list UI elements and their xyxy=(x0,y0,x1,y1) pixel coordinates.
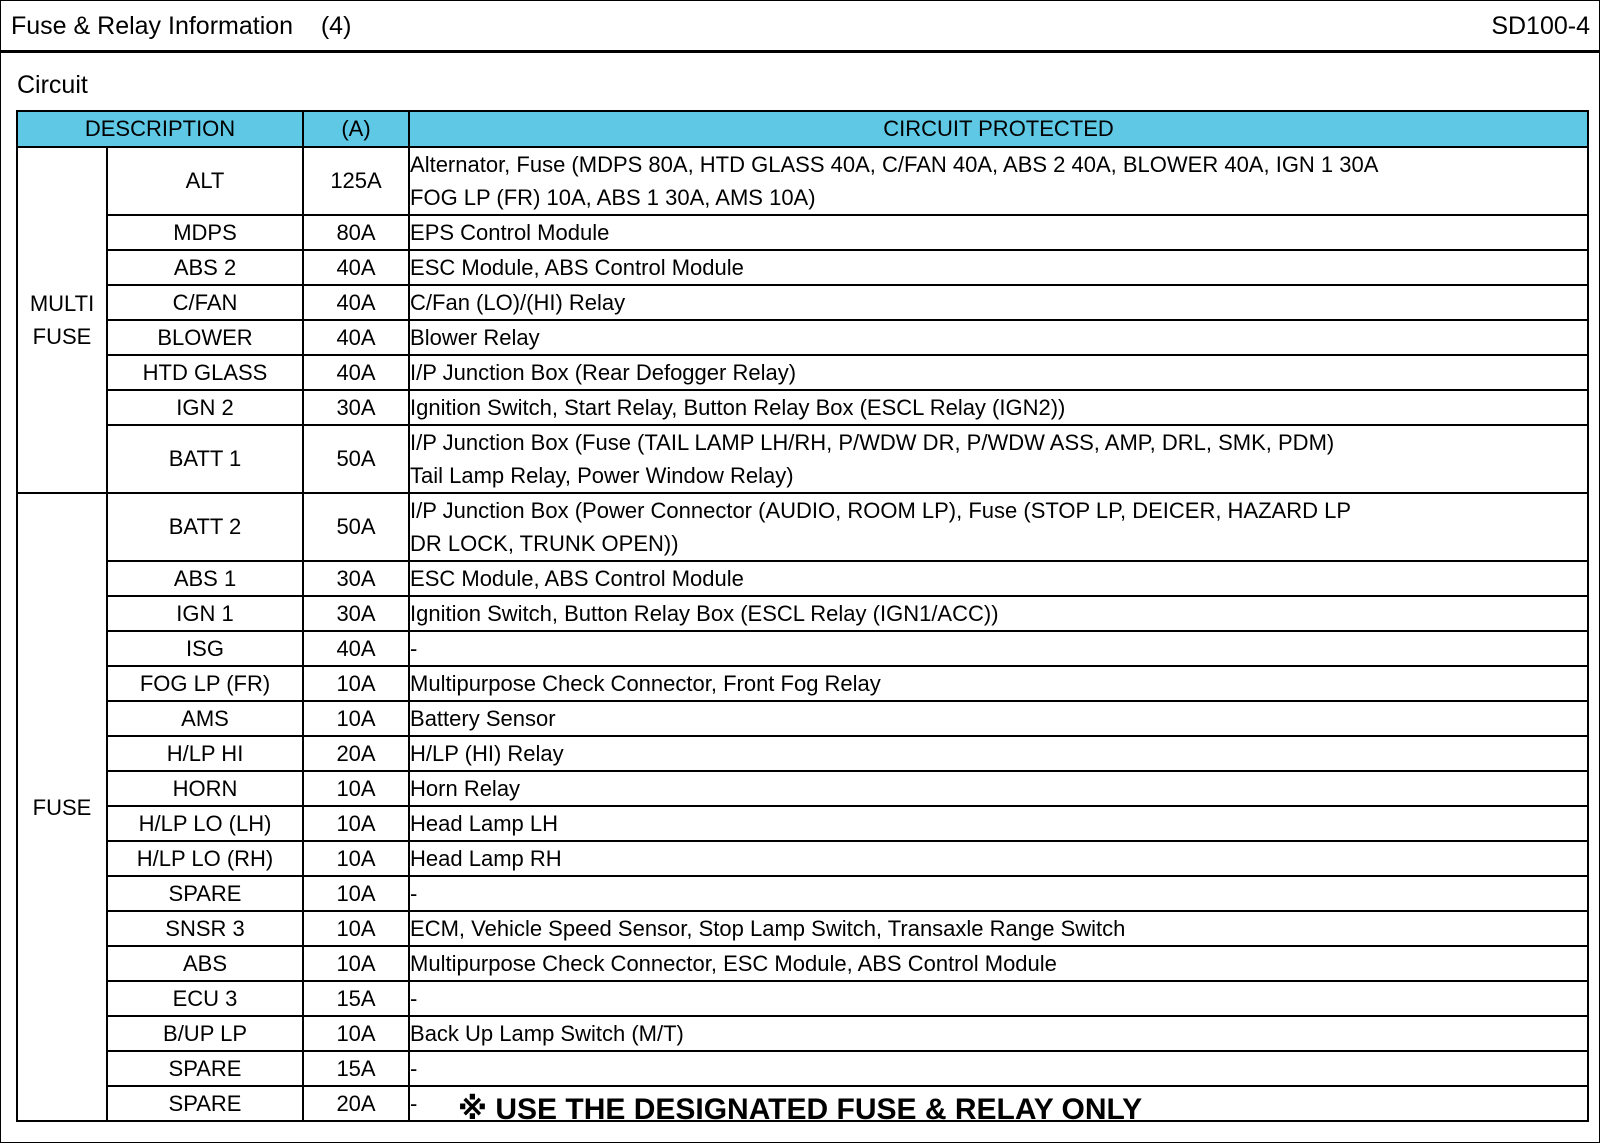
cell-circuit xyxy=(409,946,1588,981)
cell-amps: 50A xyxy=(303,425,409,493)
cell-amps: 40A xyxy=(303,355,409,390)
cell-amps: 10A xyxy=(303,946,409,981)
cell-amps: 40A xyxy=(303,320,409,355)
circuit-line: Tail Lamp Relay, Power Window Relay) xyxy=(410,463,794,488)
cell-amps: 15A xyxy=(303,1051,409,1086)
cell-circuit xyxy=(409,771,1588,806)
cell-description: H/LP LO (LH) xyxy=(107,806,303,841)
cell-amps: 30A xyxy=(303,561,409,596)
circuit-line: - xyxy=(410,986,418,1011)
cell-amps: 40A xyxy=(303,250,409,285)
cell-description: C/FAN xyxy=(107,285,303,320)
cell-amps: 40A xyxy=(303,631,409,666)
column-header-circuit: CIRCUIT PROTECTED xyxy=(409,111,1588,147)
cell-description: FOG LP (FR) xyxy=(107,666,303,701)
cell-amps: 10A xyxy=(303,771,409,806)
table-row xyxy=(17,1051,1588,1086)
cell-description: H/LP HI xyxy=(107,736,303,771)
cell-description: ISG xyxy=(107,631,303,666)
table-header-row xyxy=(17,111,1588,147)
circuit-line: Head Lamp RH xyxy=(410,846,562,871)
table-row xyxy=(17,320,1588,355)
cell-amps: 20A xyxy=(303,1086,409,1121)
circuit-line: - xyxy=(410,1091,418,1116)
page-header xyxy=(0,0,1600,53)
cell-amps: 10A xyxy=(303,666,409,701)
cell-circuit xyxy=(409,841,1588,876)
column-header-description: DESCRIPTION xyxy=(17,111,303,147)
cell-circuit xyxy=(409,425,1588,493)
circuit-line: Multipurpose Check Connector, Front Fog Relay xyxy=(410,671,881,696)
cell-description: BATT 2 xyxy=(107,493,303,561)
group-fuse: FUSE xyxy=(17,493,107,1121)
cell-amps: 10A xyxy=(303,806,409,841)
circuit-line: Ignition Switch, Start Relay, Button Relay Box (ESCL Relay (IGN2)) xyxy=(410,395,1066,420)
cell-description: SPARE xyxy=(107,876,303,911)
circuit-line: Horn Relay xyxy=(410,776,521,801)
cell-description: SPARE xyxy=(107,1086,303,1121)
cell-circuit xyxy=(409,355,1588,390)
cell-circuit xyxy=(409,1051,1588,1086)
cell-description: BLOWER xyxy=(107,320,303,355)
table-row xyxy=(17,250,1588,285)
circuit-line: I/P Junction Box (Rear Defogger Relay) xyxy=(410,360,797,385)
cell-circuit xyxy=(409,1016,1588,1051)
table-row xyxy=(17,1016,1588,1051)
table-row xyxy=(17,876,1588,911)
cell-circuit xyxy=(409,285,1588,320)
circuit-line: - xyxy=(410,881,418,906)
cell-circuit xyxy=(409,147,1588,215)
cell-amps: 10A xyxy=(303,876,409,911)
footer-note: ※ USE THE DESIGNATED FUSE & RELAY ONLY xyxy=(457,1093,1143,1126)
cell-description: MDPS xyxy=(107,215,303,250)
table-row xyxy=(17,806,1588,841)
circuit-line: H/LP (HI) Relay xyxy=(410,741,564,766)
circuit-line: Alternator, Fuse (MDPS 80A, HTD GLASS 40A, C/FAN 40A, ABS 2 40A, BLOWER 40A, IGN 1 30A xyxy=(410,152,1379,177)
cell-description: AMS xyxy=(107,701,303,736)
page-title: Fuse & Relay Information (4) xyxy=(11,12,352,40)
cell-description: ABS 2 xyxy=(107,250,303,285)
cell-circuit xyxy=(409,806,1588,841)
table-row xyxy=(17,841,1588,876)
circuit-line: - xyxy=(410,636,418,661)
cell-description: SPARE xyxy=(107,1051,303,1086)
cell-description: ECU 3 xyxy=(107,981,303,1016)
cell-amps: 10A xyxy=(303,911,409,946)
table-row xyxy=(17,596,1588,631)
cell-amps: 10A xyxy=(303,1016,409,1051)
table-row xyxy=(17,493,1588,561)
cell-amps: 30A xyxy=(303,596,409,631)
cell-description: H/LP LO (RH) xyxy=(107,841,303,876)
cell-circuit xyxy=(409,911,1588,946)
fuse-table xyxy=(16,110,1589,1122)
cell-description: ALT xyxy=(107,147,303,215)
circuit-line: ESC Module, ABS Control Module xyxy=(410,566,744,591)
cell-circuit xyxy=(409,736,1588,771)
circuit-line: ECM, Vehicle Speed Sensor, Stop Lamp Switch, Transaxle Range Switch xyxy=(410,916,1126,941)
cell-amps: 15A xyxy=(303,981,409,1016)
cell-circuit xyxy=(409,561,1588,596)
cell-circuit xyxy=(409,215,1588,250)
table-row xyxy=(17,771,1588,806)
cell-circuit xyxy=(409,666,1588,701)
table-row xyxy=(17,946,1588,981)
cell-description: BATT 1 xyxy=(107,425,303,493)
circuit-line: Multipurpose Check Connector, ESC Module, ABS Control Module xyxy=(410,951,1057,976)
circuit-line: Ignition Switch, Button Relay Box (ESCL Relay (IGN1/ACC)) xyxy=(410,601,999,626)
fuse-table-body xyxy=(17,147,1588,1121)
circuit-line: - xyxy=(410,1056,418,1081)
cell-amps: 30A xyxy=(303,390,409,425)
cell-description: IGN 2 xyxy=(107,390,303,425)
table-row xyxy=(17,736,1588,771)
cell-circuit xyxy=(409,493,1588,561)
cell-description: IGN 1 xyxy=(107,596,303,631)
circuit-line: Head Lamp LH xyxy=(410,811,558,836)
cell-circuit xyxy=(409,876,1588,911)
table-row xyxy=(17,911,1588,946)
circuit-line: Back Up Lamp Switch (M/T) xyxy=(410,1021,684,1046)
circuit-line: DR LOCK, TRUNK OPEN)) xyxy=(410,531,679,556)
cell-amps: 10A xyxy=(303,701,409,736)
cell-description: HTD GLASS xyxy=(107,355,303,390)
cell-circuit xyxy=(409,320,1588,355)
cell-circuit xyxy=(409,981,1588,1016)
cell-circuit xyxy=(409,596,1588,631)
cell-amps: 80A xyxy=(303,215,409,250)
table-row xyxy=(17,215,1588,250)
circuit-line: Blower Relay xyxy=(410,325,540,350)
group-label-line: FUSE xyxy=(32,324,92,349)
cell-circuit xyxy=(409,250,1588,285)
group-label-line: MULTI xyxy=(29,291,95,316)
circuit-line: FOG LP (FR) 10A, ABS 1 30A, AMS 10A) xyxy=(410,185,816,210)
cell-amps: 20A xyxy=(303,736,409,771)
section-title: Circuit xyxy=(17,71,88,99)
table-row xyxy=(17,147,1588,215)
cell-circuit xyxy=(409,390,1588,425)
cell-description: ABS xyxy=(107,946,303,981)
cell-description: HORN xyxy=(107,771,303,806)
table-row xyxy=(17,390,1588,425)
table-row xyxy=(17,981,1588,1016)
circuit-line: ESC Module, ABS Control Module xyxy=(410,255,744,280)
table-row xyxy=(17,701,1588,736)
cell-amps: 40A xyxy=(303,285,409,320)
cell-amps: 10A xyxy=(303,841,409,876)
cell-circuit xyxy=(409,631,1588,666)
cell-description: ABS 1 xyxy=(107,561,303,596)
circuit-line: I/P Junction Box (Power Connector (AUDIO, ROOM LP), Fuse (STOP LP, DEICER, HAZARD LP xyxy=(410,498,1352,523)
table-row xyxy=(17,425,1588,493)
group-multi-fuse xyxy=(17,147,107,493)
page-code: SD100-4 xyxy=(1491,12,1590,40)
cell-circuit xyxy=(409,701,1588,736)
column-header-amps: (A) xyxy=(303,111,409,147)
table-row xyxy=(17,285,1588,320)
table-row xyxy=(17,355,1588,390)
cell-amps: 50A xyxy=(303,493,409,561)
circuit-line: Battery Sensor xyxy=(410,706,556,731)
circuit-line: EPS Control Module xyxy=(410,220,610,245)
cell-amps: 125A xyxy=(303,147,409,215)
table-row xyxy=(17,631,1588,666)
table-row xyxy=(17,561,1588,596)
cell-description: B/UP LP xyxy=(107,1016,303,1051)
table-row xyxy=(17,666,1588,701)
circuit-line: I/P Junction Box (Fuse (TAIL LAMP LH/RH, P/WDW DR, P/WDW ASS, AMP, DRL, SMK, PDM) xyxy=(410,430,1335,455)
circuit-line: C/Fan (LO)/(HI) Relay xyxy=(410,290,626,315)
cell-description: SNSR 3 xyxy=(107,911,303,946)
